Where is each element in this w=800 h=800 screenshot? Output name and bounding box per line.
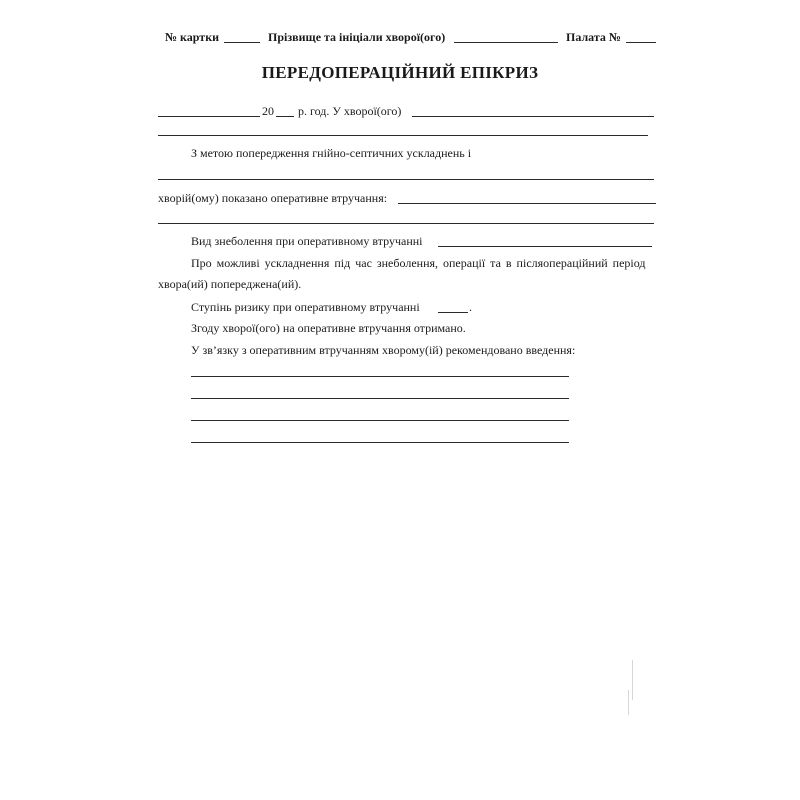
recommendation-blank-2[interactable] — [191, 398, 569, 399]
date-suffix-text: р. год. У хворої(ого) — [298, 104, 402, 118]
recommendation-blank-4[interactable] — [191, 442, 569, 443]
operation-blank-2[interactable] — [158, 223, 654, 224]
patient-name-label: Прізвище та ініціали хворої(ого) — [268, 30, 446, 44]
scan-artifact — [628, 690, 629, 715]
risk-blank[interactable] — [438, 312, 468, 313]
recommendation-text: У зв’язку з оперативним втручанням хворому(ій) рекомендовано введення: — [191, 343, 576, 357]
patient-condition-blank-2[interactable] — [158, 135, 648, 136]
purpose-blank[interactable] — [158, 179, 654, 180]
operation-blank-1[interactable] — [398, 203, 656, 204]
card-number-blank[interactable] — [224, 42, 260, 43]
ward-number-blank[interactable] — [626, 42, 656, 43]
date-blank[interactable] — [158, 116, 260, 117]
risk-period: . — [469, 300, 472, 314]
recommendation-blank-1[interactable] — [191, 376, 569, 377]
risk-text: Ступінь ризику при оперативному втручанні — [191, 300, 420, 314]
recommendation-blank-3[interactable] — [191, 420, 569, 421]
ward-number-label: Палата № — [566, 30, 621, 44]
scan-artifact — [632, 660, 633, 700]
patient-condition-blank-1[interactable] — [412, 116, 654, 117]
card-number-label: № картки — [165, 30, 220, 44]
anesthesia-blank[interactable] — [438, 246, 652, 247]
anesthesia-text: Вид знеболення при оперативному втручанні — [191, 234, 423, 248]
consent-text: Згоду хворої(ого) на оперативне втручання отримано. — [191, 321, 466, 335]
complications-text-line1: Про можливі ускладнення під час знеболення, операції та в післяопераційний період — [191, 256, 646, 270]
year-blank[interactable] — [276, 116, 294, 117]
patient-name-blank[interactable] — [454, 42, 558, 43]
indicated-operation-text: хворій(ому) показано оперативне втручання: — [158, 191, 388, 205]
purpose-text: З метою попередження гнійно-септичних ускладнень і — [191, 146, 472, 160]
year-prefix: 20 — [262, 104, 274, 118]
document-title: ПЕРЕДОПЕРАЦІЙНИЙ ЕПІКРИЗ — [261, 63, 539, 82]
complications-text-line2: хвора(ий) попереджена(ий). — [158, 277, 302, 291]
